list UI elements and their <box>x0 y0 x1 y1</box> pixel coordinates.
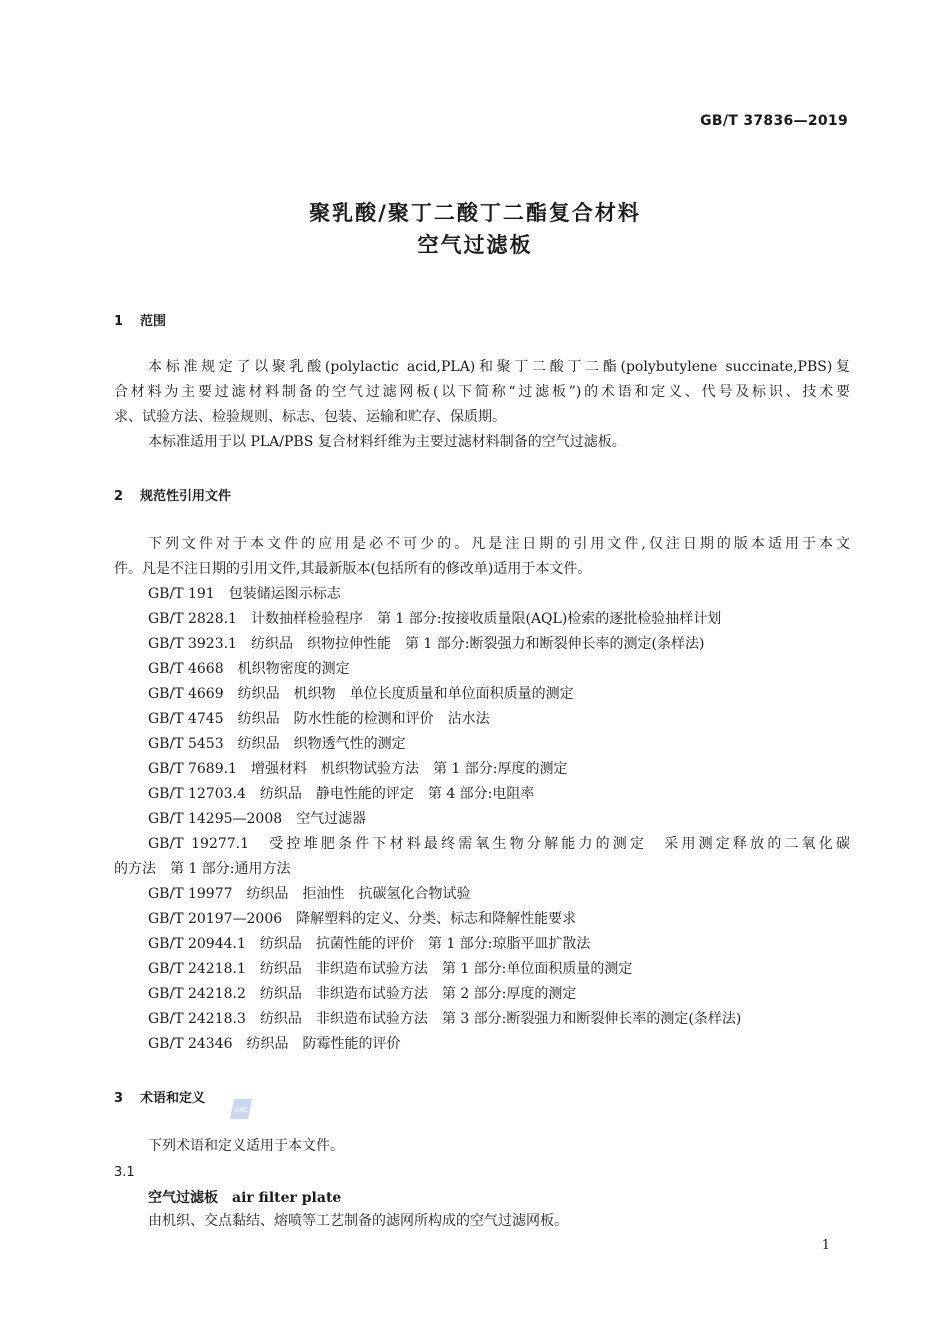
term-definition: 由机织、交点黏结、熔喷等工艺制备的滤网所构成的空气过滤网板。 <box>148 1213 568 1229</box>
section-title: 规范性引用文件 <box>140 489 232 504</box>
paragraph-line: 本标准适用于以 PLA/PBS 复合材料纤维为主要过滤材料制备的空气过滤板。 <box>148 434 626 450</box>
reference-item: GB/T 24346 纺织品 防霉性能的评价 <box>148 1036 401 1052</box>
reference-item: GB/T 7689.1 增强材料 机织物试验方法 第 1 部分:厚度的测定 <box>148 761 568 777</box>
reference-item: GB/T 19277.1 受控堆肥条件下材料最终需氧生物分解能力的测定 采用测定释放的二氧化碳 <box>148 836 850 852</box>
reference-item: GB/T 191 包装储运图示标志 <box>148 586 341 602</box>
sac-stamp-icon <box>228 1097 254 1121</box>
paragraph-line: 求、试验方法、检验规则、标志、包装、运输和贮存、保质期。 <box>114 409 506 425</box>
reference-item: GB/T 5453 纺织品 织物透气性的测定 <box>148 736 406 752</box>
section-title: 术语和定义 <box>140 1091 206 1106</box>
reference-item: GB/T 24218.3 纺织品 非织造布试验方法 第 3 部分:断裂强力和断裂伸长率的测定(条样法) <box>148 1011 742 1027</box>
reference-item: GB/T 20944.1 纺织品 抗菌性能的评价 第 1 部分:琼脂平皿扩散法 <box>148 936 591 952</box>
term-english: air filter plate <box>232 1190 342 1206</box>
reference-item: GB/T 2828.1 计数抽样检验程序 第 1 部分:按接收质量限(AQL)检索的逐批检验抽样计划 <box>148 611 722 627</box>
paragraph-line: 下列术语和定义适用于本文件。 <box>148 1138 344 1154</box>
section-number: 1 <box>114 314 124 329</box>
paragraph-line: 合材料为主要过滤材料制备的空气过滤网板(以下简称“过滤板”)的术语和定义、代号及标识、技术要 <box>114 384 850 400</box>
paragraph-line: 下列文件对于本文件的应用是必不可少的。凡是注日期的引用文件,仅注日期的版本适用于本文 <box>148 536 850 552</box>
section-number: 2 <box>114 489 124 504</box>
stamp-text: SAC <box>233 1106 249 1114</box>
term-chinese: 空气过滤板 <box>148 1190 218 1206</box>
section-title: 范围 <box>140 314 167 329</box>
reference-item: GB/T 14295—2008 空气过滤器 <box>148 811 367 827</box>
reference-item: GB/T 4668 机织物密度的测定 <box>148 661 350 677</box>
reference-item: GB/T 24218.1 纺织品 非织造布试验方法 第 1 部分:单位面积质量的测定 <box>148 961 633 977</box>
reference-item: GB/T 3923.1 纺织品 织物拉伸性能 第 1 部分:断裂强力和断裂伸长率的测定(条样法) <box>148 636 705 652</box>
paragraph-line: 件。凡是不注日期的引用文件,其最新版本(包括所有的修改单)适用于本文件。 <box>114 561 592 577</box>
term-number: 3.1 <box>114 1165 135 1180</box>
section-2-heading <box>114 485 231 504</box>
page-number: 1 <box>821 1238 830 1253</box>
reference-item: GB/T 24218.2 纺织品 非织造布试验方法 第 2 部分:厚度的测定 <box>148 986 577 1002</box>
document-title-line2: 空气过滤板 <box>417 233 533 257</box>
section-3-heading <box>114 1087 205 1106</box>
reference-item: GB/T 19977 纺织品 拒油性 抗碳氢化合物试验 <box>148 886 471 902</box>
section-1-heading <box>114 310 166 329</box>
paragraph-line: 本标准规定了以聚乳酸(polylactic acid,PLA)和聚丁二酸丁二酯(polybutylene succinate,PBS)复 <box>148 359 850 375</box>
reference-item-continuation: 的方法 第 1 部分:通用方法 <box>114 861 291 877</box>
section-number: 3 <box>114 1091 124 1106</box>
document-title-line1: 聚乳酸/聚丁二酸丁二酯复合材料 <box>309 201 641 225</box>
reference-item: GB/T 4669 纺织品 机织物 单位长度质量和单位面积质量的测定 <box>148 686 574 702</box>
reference-item: GB/T 12703.4 纺织品 静电性能的评定 第 4 部分:电阻率 <box>148 786 535 802</box>
standard-code: GB/T 37836—2019 <box>700 113 848 129</box>
reference-item: GB/T 20197—2006 降解塑料的定义、分类、标志和降解性能要求 <box>148 911 577 927</box>
term-entry <box>148 1187 341 1207</box>
reference-item: GB/T 4745 纺织品 防水性能的检测和评价 沾水法 <box>148 711 490 727</box>
